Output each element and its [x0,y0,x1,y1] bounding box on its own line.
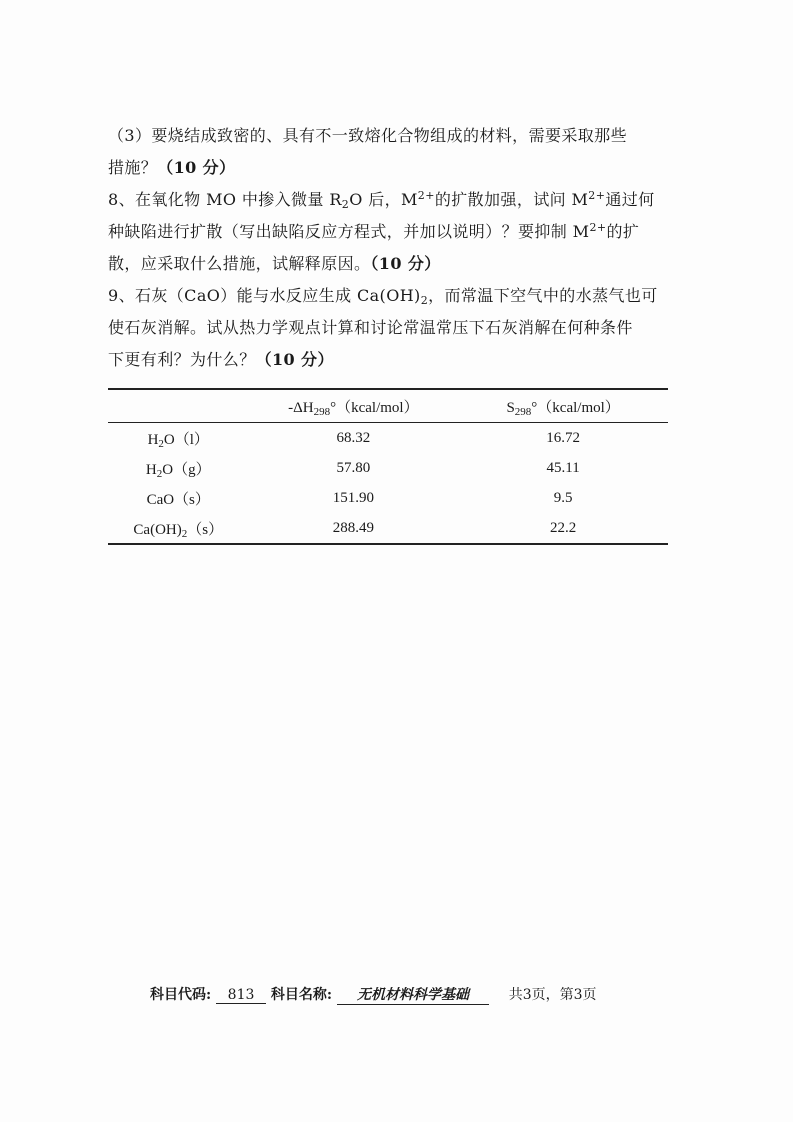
q7-3-line-2 [108,152,668,184]
species-b: （s） [187,521,224,538]
q8-text-c: 的扩散加强，试问 M [434,190,589,209]
q8-text-d: 通过何 [605,190,655,209]
enthalpy-cell: 68.32 [336,429,371,446]
page-count: 共3页，第3页 [508,987,597,1003]
q9-text-b: ，而常温下空气中的水蒸气也可 [428,286,658,305]
question-7-part-3 [108,120,668,184]
subject-name-value: 无机材料科学基础 [337,984,489,1005]
q8-superscript-3: 2+ [589,221,607,234]
entropy-cell: 9.5 [553,489,573,506]
header-entropy-sub: 298 [514,405,532,418]
enthalpy-cell: 288.49 [248,513,458,544]
q8-text-f: 的扩 [606,222,640,241]
q8-text-b: O 后，M [349,190,418,209]
thermo-data-table [108,388,668,545]
enthalpy-cell: 57.80 [336,459,371,476]
q9-line-2: 使石灰消解。试从热力学观点计算和讨论常温常压下石灰消解在何种条件 [108,318,633,337]
q9-text-a: 9、石灰（CaO）能与水反应生成 Ca(OH) [108,286,421,305]
table-row [108,453,668,483]
table-row [108,483,668,513]
species-b: O（g） [162,461,211,478]
q9-line-1 [108,280,668,312]
table-header-row [108,389,668,423]
q9-text-c: 下更有利？为什么？ [108,350,256,369]
species-b: O（l） [163,431,209,448]
species-cell [108,423,248,454]
q7-3-text: 措施？ [108,158,158,177]
species-a: Ca(OH) [133,521,182,538]
species-sub: 2 [181,527,188,540]
q8-points: （10 分） [370,254,441,273]
header-enthalpy-sub: 298 [313,405,331,418]
q8-text-a: 8、在氧化物 MO 中掺入微量 R [108,190,342,209]
q8-text-g: 散，应采取什么措施，试解释原因。 [108,254,371,273]
q8-superscript-1: 2+ [417,189,435,202]
species-cell [108,453,248,483]
species-cell [108,483,248,513]
header-enthalpy-b: °（kcal/mol） [330,399,419,416]
q9-points: （10 分） [255,350,334,369]
species-sub: 2 [158,437,164,450]
species-a: H [147,431,159,448]
header-entropy-a: S [506,399,515,416]
q9-subscript: 2 [420,294,429,307]
q7-3-line-1: （3）要烧结成致密的、具有不一致熔化合物组成的材料，需要采取那些 [108,126,627,145]
question-9 [108,280,668,376]
q8-text-e: 种缺陷进行扩散（写出缺陷反应方程式，并加以说明）？要抑制 M [108,222,590,241]
entropy-cell: 45.11 [546,459,580,476]
subject-code-label: 科目代码: [150,987,212,1003]
header-entropy [458,389,668,423]
subject-code-value: 813 [216,987,266,1004]
page-footer [150,984,597,1005]
header-species [108,389,248,423]
species-a: CaO（s） [146,491,210,508]
table-row [108,513,668,544]
q8-superscript-2: 2+ [588,189,606,202]
q8-line-2 [108,216,668,248]
header-entropy-b: °（kcal/mol） [531,399,620,416]
header-enthalpy-a: -ΔH [288,399,314,416]
table-row [108,423,668,454]
subject-name-label: 科目名称: [270,987,333,1003]
q8-line-1 [108,184,668,216]
species-a: H [145,461,157,478]
q8-subscript: 2 [341,198,350,211]
q9-line-3 [108,344,668,376]
question-8 [108,184,668,280]
q8-line-3 [108,248,668,280]
species-cell [108,513,248,544]
species-sub: 2 [156,467,163,480]
enthalpy-cell: 151.90 [332,489,374,506]
q7-3-points: （10 分） [157,158,236,177]
entropy-cell: 16.72 [546,429,580,446]
entropy-cell: 22.2 [458,513,668,544]
header-enthalpy [248,389,458,423]
